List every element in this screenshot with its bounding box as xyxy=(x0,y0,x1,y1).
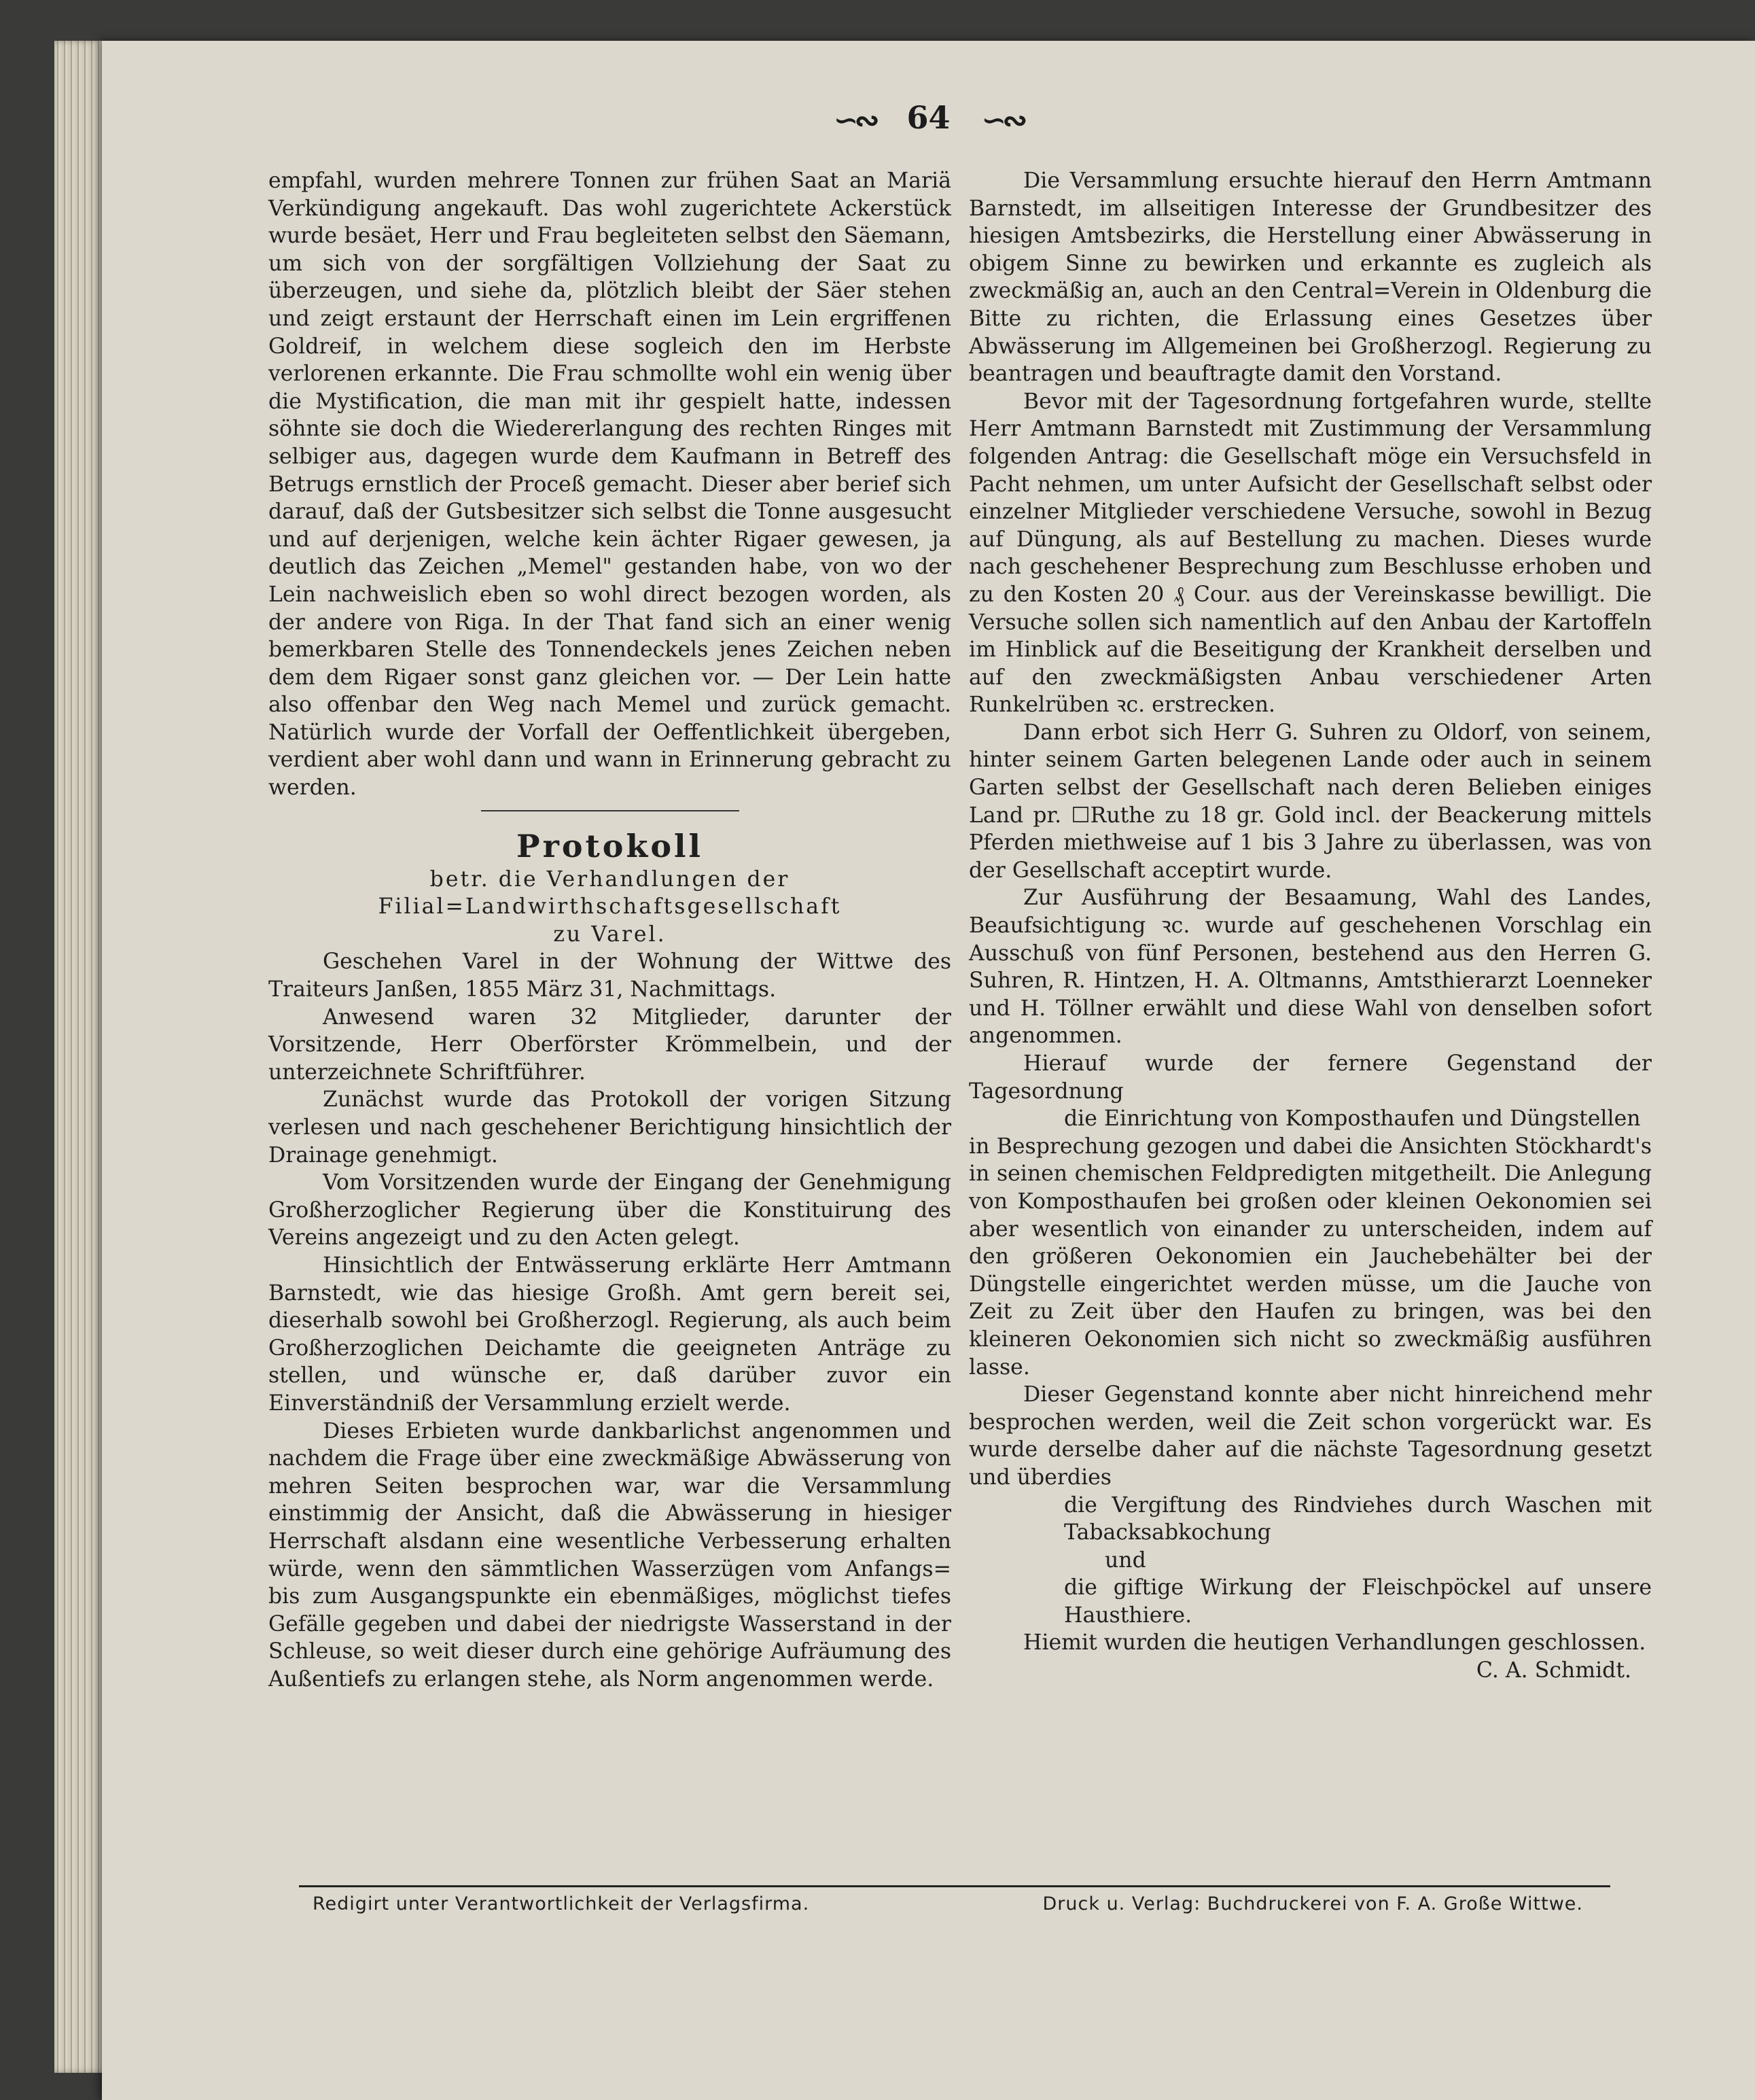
paragraph: Geschehen Varel in der Wohnung der Wittwe des Traiteurs Janßen, 1855 März 31, Nachmittags. xyxy=(268,949,951,1002)
page-number: 64 xyxy=(906,99,951,136)
left-column xyxy=(268,167,951,1693)
paragraph: empfahl, wurden mehrere Tonnen zur frühen Saat an Mariä Verkündigung angekauft. Das wohl zugerichtete Ackerstück wurde besäet, Herr und Frau begleiteten selbst den Säemann, um sich von der sorgfältigen Vollziehung der Saat zu überzeugen, und siehe da, plötzlich bleibt der Säer stehen und zeigt erstaunt der Herrschaft einen im Lein ergriffenen Goldreif, in welchem diese sogleich den im Herbste verlorenen erkannte. Die Frau schmollte wohl ein wenig über die Mystification, die man mit ihr gespielt hatte, indessen söhnte sie doch die Wiedererlangung des rechten Ringes mit selbiger aus, dagegen wurde dem Kaufmann in Betreff des Betrugs ernstlich der Proceß gemacht. Dieser aber berief sich darauf, daß der Gutsbesitzer sich selbst die Tonne ausgesucht und auf derjenigen, welche kein ächter Rigaer gewesen, ja deutlich das Zeichen „Memel" gestanden habe, von wo der Lein nachweislich eben so wohl direct bezogen worden, als der andere von Riga. In der That fand sich an einer wenig bemerkbaren Stelle des Tonnendeckels jenes Zeichen neben dem dem Rigaer sonst ganz gleichen vor. — Der Lein hatte also offenbar den Weg nach Memel und zurück gemacht. Natürlich wurde der Vorfall der Oeffentlichkeit übergeben, verdient aber wohl dann und wann in Erinnerung gebracht zu werden. xyxy=(268,169,951,801)
agenda-item: die giftige Wirkung der Fleischpöckel auf unsere Hausthiere. xyxy=(1064,1575,1652,1628)
protokoll-title: Protokoll xyxy=(516,827,703,864)
footer-printer-note: Druck u. Verlag: Buchdruckerei von F. A. Große Wittwe. xyxy=(1042,1893,1583,1914)
footer-editor-note: Redigirt unter Verantwortlichkeit der Verlagsfirma. xyxy=(313,1893,810,1914)
conjunction: und xyxy=(1105,1547,1146,1573)
book-page xyxy=(102,41,1755,2100)
signature: C. A. Schmidt. xyxy=(1476,1658,1631,1683)
protokoll-subtitle: zu Varel. xyxy=(553,922,667,947)
section-rule xyxy=(481,810,739,811)
agenda-item: die Vergiftung des Rindviehes durch Waschen mit Tabacksabkochung xyxy=(1064,1492,1652,1545)
agenda-item: die Einrichtung von Komposthaufen und Düngstellen xyxy=(1064,1106,1641,1132)
paragraph: Hierauf wurde der fernere Gegenstand der Tagesordnung xyxy=(969,1051,1652,1104)
paragraph: Hinsichtlich der Entwässerung erklärte Herr Amtmann Barnstedt, wie das hiesige Großh. Amt gern bereit sei, dieserhalb sowohl bei Großherzogl. Regierung, als auch beim Großherzoglichen Deichamte die geeigneten Anträge zu stellen, und wünsche er, daß darüber zuvor ein Einverständniß der Versammlung erzielt werde. xyxy=(268,1253,951,1416)
paragraph: Dann erbot sich Herr G. Suhren zu Oldorf, von seinem, hinter seinem Garten belegenen Lande oder auch in seinem Garten selbst der Gesellschaft nach deren Belieben einiges Land pr. ☐Ruthe zu 18 gr. Gold incl. der Beackerung mittels Pferden miethweise auf 1 bis 3 Jahre zu überlassen, was von der Gesellschaft acceptirt wurde. xyxy=(969,720,1652,883)
right-column xyxy=(969,167,1652,1685)
closing-line: Hiemit wurden die heutigen Verhandlungen geschlossen. xyxy=(1023,1630,1646,1656)
paragraph: Zur Ausführung der Besaamung, Wahl des Landes, Beaufsichtigung ꝛc. wurde auf geschehenen Vorschlag ein Ausschuß von fünf Personen, bestehend aus den Herren G. Suhren, R. Hintzen, H. A. Oltmanns, Amtsthierarzt Loenneker und H. Töllner erwählt und diese Wahl von denselben sofort angenommen. xyxy=(969,886,1652,1049)
paragraph: Die Versammlung ersuchte hierauf den Herrn Amtmann Barnstedt, im allseitigen Interesse der Grundbesitzer des hiesigen Amtsbezirks, die Herstellung einer Abwässerung in obigem Sinne zu bewirken und erkannte es zugleich als zweckmäßig an, auch an den Central=Verein in Oldenburg die Bitte zu richten, die Erlassung eines Gesetzes über Abwässerung im Allgemeinen bei Großherzogl. Regierung zu beantragen und beauftragte damit den Vorstand. xyxy=(969,169,1652,387)
paragraph: Anwesend waren 32 Mitglieder, darunter der Vorsitzende, Herr Oberförster Krömmelbein, und der unterzeichnete Schriftführer. xyxy=(268,1004,951,1085)
footer-rule xyxy=(299,1885,1610,1887)
paragraph: Bevor mit der Tagesordnung fortgefahren wurde, stellte Herr Amtmann Barnstedt mit Zustimmung der Versammlung folgenden Antrag: die Gesellschaft möge ein Versuchsfeld in Pacht nehmen, um unter Aufsicht der Gesellschaft selbst oder einzelner Mitglieder verschiedene Versuche, sowohl in Bezug auf Düngung, als auf Bestellung zu machen. Dieses wurde nach geschehener Besprechung zum Beschlusse erhoben und zu den Kosten 20 ₰ Cour. aus der Vereinskasse bewilligt. Die Versuche sollen sich namentlich auf den Anbau der Kartoffeln im Hinblick auf die Beseitigung der Krankheit derselben und auf den zweckmäßigsten Anbau verschiedener Arten Runkelrüben ꝛc. erstrecken. xyxy=(969,389,1652,718)
protokoll-subtitle: betr. die Verhandlungen der xyxy=(429,867,790,892)
protokoll-subtitle: Filial=Landwirthschaftsgesellschaft xyxy=(378,894,842,920)
left-ornament-icon: ∽∾ xyxy=(833,103,876,138)
paragraph: Zunächst wurde das Protokoll der vorigen Sitzung verlesen und nach geschehener Berichtigung hinsichtlich der Drainage genehmigt. xyxy=(268,1087,951,1168)
right-ornament-icon: ∽∾ xyxy=(981,103,1024,138)
book-page-edges xyxy=(54,41,109,2073)
paragraph: in Besprechung gezogen und dabei die Ansichten Stöckhardt's in seinen chemischen Feldpredigten mitgetheilt. Die Anlegung von Komposthaufen bei großen oder kleinen Oekonomien sei aber wesentlich von einander zu unterscheiden, indem auf den größeren Oekonomien ein Jauchebehälter bei der Düngstelle eingerichtet werden müsse, um die Jauche von Zeit zu Zeit über den Haufen zu bringen, was bei den kleineren Oekonomien sich nicht so zweckmäßig ausführen lasse. xyxy=(969,1134,1652,1380)
paragraph: Vom Vorsitzenden wurde der Eingang der Genehmigung Großherzoglicher Regierung über die Konstituirung des Vereins angezeigt und zu den Acten gelegt. xyxy=(268,1170,951,1250)
paragraph: Dieser Gegenstand konnte aber nicht hinreichend mehr besprochen werden, weil die Zeit schon vorgerückt war. Es wurde derselbe daher auf die nächste Tagesordnung gesetzt und überdies xyxy=(969,1382,1652,1490)
paragraph: Dieses Erbieten wurde dankbarlichst angenommen und nachdem die Frage über eine zweckmäßige Abwässerung von mehren Seiten besprochen war, war die Versammlung einstimmig der Ansicht, daß die Abwässerung in hiesiger Herrschaft alsdann eine wesentliche Verbesserung erhalten würde, wenn den sämmtlichen Wasserzügen vom Anfangs= bis zum Ausgangspunkte ein ebenmäßiges, möglichst tiefes Gefälle gegeben und dabei der niedrigste Wasserstand in der Schleuse, so weit dieser durch eine gehörige Aufräumung des Außentiefs zu erlangen stehe, als Norm angenommen werde. xyxy=(268,1418,951,1692)
page-header xyxy=(102,99,1755,138)
